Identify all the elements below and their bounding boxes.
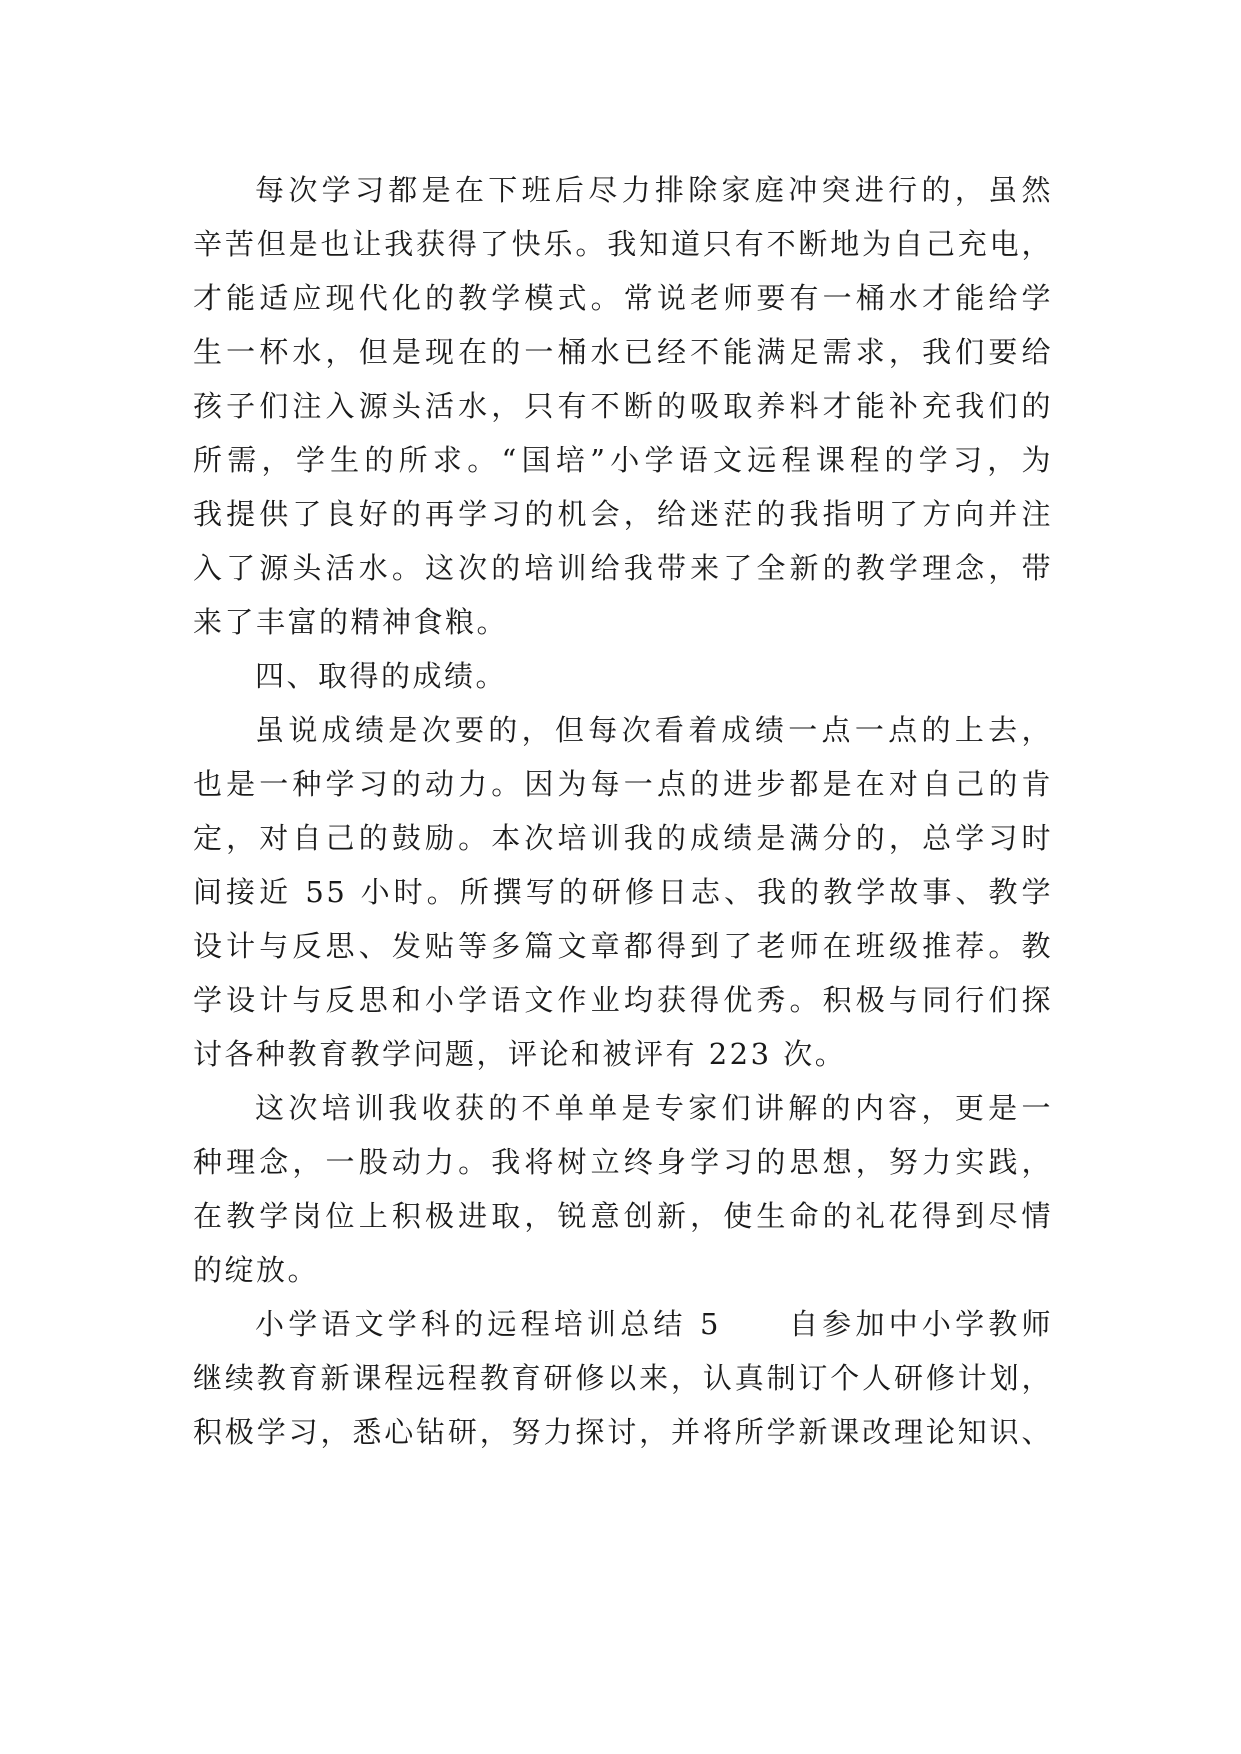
paragraph-line: 也是一种学习的动力。因为每一点的进步都是在对自己的肯 bbox=[193, 767, 1053, 801]
document-body bbox=[193, 163, 1053, 1459]
paragraph-line: 才能适应现代化的教学模式。常说老师要有一桶水才能给学 bbox=[193, 281, 1053, 315]
paragraph-line: 虽说成绩是次要的，但每次看着成绩一点一点的上去， bbox=[255, 713, 1053, 747]
paragraph-line: 所需，学生的所求。“国培”小学语文远程课程的学习，为 bbox=[193, 443, 1053, 477]
paragraph-line: 继续教育新课程远程教育研修以来，认真制订个人研修计划， bbox=[193, 1361, 1053, 1395]
paragraph-line: 入了源头活水。这次的培训给我带来了全新的教学理念，带 bbox=[193, 551, 1053, 585]
paragraph-line: 设计与反思、发贴等多篇文章都得到了老师在班级推荐。教 bbox=[193, 929, 1053, 963]
section-title-line: 小学语文学科的远程培训总结 5 自参加中小学教师 bbox=[255, 1307, 1053, 1341]
paragraph-line: 间接近 55 小时。所撰写的研修日志、我的教学故事、教学 bbox=[193, 875, 1053, 909]
section-heading: 四、取得的成绩。 bbox=[255, 659, 508, 693]
paragraph-line: 讨各种教育教学问题，评论和被评有 223 次。 bbox=[193, 1037, 847, 1071]
paragraph-line: 来了丰富的精神食粮。 bbox=[193, 605, 509, 639]
paragraph-line: 积极学习，悉心钻研，努力探讨，并将所学新课改理论知识、 bbox=[193, 1415, 1053, 1449]
paragraph-line: 定，对自己的鼓励。本次培训我的成绩是满分的，总学习时 bbox=[193, 821, 1053, 855]
paragraph-line: 辛苦但是也让我获得了快乐。我知道只有不断地为自己充电， bbox=[193, 227, 1053, 261]
paragraph-line: 在教学岗位上积极进取，锐意创新，使生命的礼花得到尽情 bbox=[193, 1199, 1053, 1233]
paragraph-line: 这次培训我收获的不单单是专家们讲解的内容，更是一 bbox=[255, 1091, 1053, 1125]
paragraph-line: 孩子们注入源头活水，只有不断的吸取养料才能补充我们的 bbox=[193, 389, 1053, 423]
paragraph-line: 我提供了良好的再学习的机会，给迷茫的我指明了方向并注 bbox=[193, 497, 1053, 531]
paragraph-line: 的绽放。 bbox=[193, 1253, 320, 1287]
paragraph-line: 种理念，一股动力。我将树立终身学习的思想，努力实践， bbox=[193, 1145, 1053, 1179]
paragraph-line: 每次学习都是在下班后尽力排除家庭冲突进行的，虽然 bbox=[255, 173, 1053, 207]
paragraph-line: 生一杯水，但是现在的一桶水已经不能满足需求，我们要给 bbox=[193, 335, 1053, 369]
paragraph-line: 学设计与反思和小学语文作业均获得优秀。积极与同行们探 bbox=[193, 983, 1053, 1017]
